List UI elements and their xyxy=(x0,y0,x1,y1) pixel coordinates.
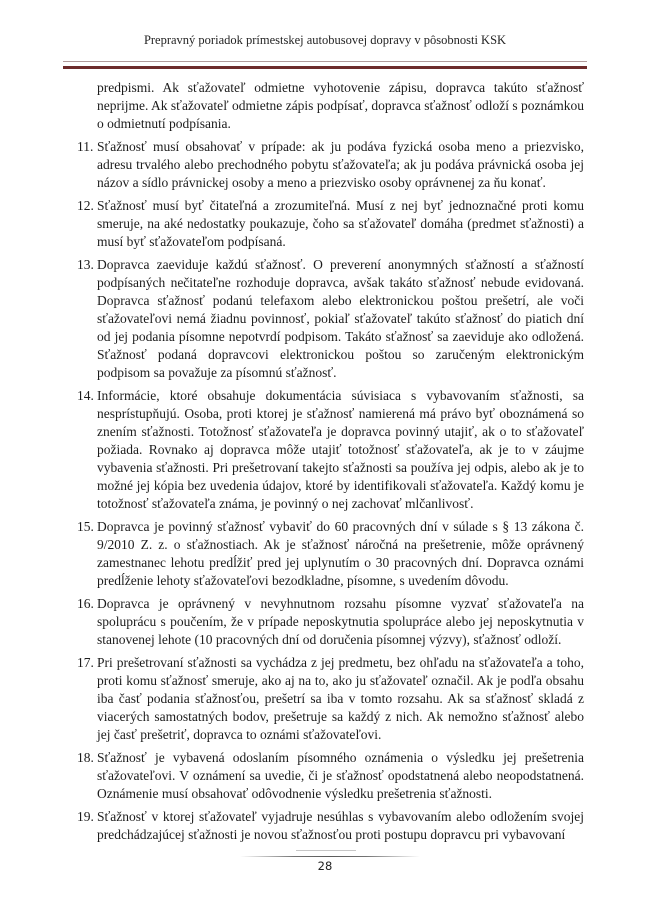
list-item-text: Sťažnosť je vybavená odoslaním písomného oznámenia o výsledku jej prešetrenia sťažovateľovi. V oznámení sa uvedie, či je sťažnosť opodstatnená alebo neopodstatnená. Oznámenie musí obsahovať odôvodnenie výsledku prešetrenia sťažnosti. xyxy=(97,750,584,801)
list-item xyxy=(77,595,584,649)
list-item xyxy=(77,749,584,803)
list-item-text: Pri prešetrovaní sťažnosti sa vychádza z jej predmetu, bez ohľadu na sťažovateľa a toho, proti komu sťažnosť smeruje, ako aj na to, ako ju sťažovateľ označil. Ak je podľa obsahu iba časť podania sťažnosťou, prešetrí sa iba v tomto rozsahu. Ak sa sťažnosť skladá z viacerých samostatných bodov, prešetruje sa každý z nich. Ak nemožno sťažnosť alebo jej časť prešetriť, dopravca to oznámi sťažovateľovi. xyxy=(97,655,584,742)
footer-rule xyxy=(240,856,420,857)
list-item-number: 13. xyxy=(77,257,94,272)
list-item-text: Dopravca je oprávnený v nevyhnutnom rozsahu písomne vyzvať sťažovateľa na spoluprácu s poučením, že v prípade neposkytnutia spolupráce alebo jej neposkytnutia v stanovenej lehote (10 pracovných dní od doručenia písomnej výzvy), sťažnosť odloží. xyxy=(97,596,584,647)
list-item-text: Sťažnosť musí byť čitateľná a zrozumiteľná. Musí z nej byť jednoznačné proti komu smeruje, na aké nedostatky poukazuje, čoho sa sťažovateľ domáha (predmet sťažnosti) a musí byť sťažovateľom podpísaná. xyxy=(97,198,584,249)
list-item-number: 12. xyxy=(77,198,94,213)
footer-rule-faint xyxy=(296,850,356,851)
list-item-text: Sťažnosť v ktorej sťažovateľ vyjadruje nesúhlas s vybavovaním alebo odložením svojej predchádzajúcej sťažnosti je novou sťažnosťou proti postupu dopravcu pri vybavovaní xyxy=(97,809,584,842)
list-item-number: 19. xyxy=(77,809,94,824)
list-item xyxy=(77,138,584,192)
document-body xyxy=(77,79,584,849)
list-item-number: 14. xyxy=(77,388,94,403)
list-item-text: Sťažnosť musí obsahovať v prípade: ak ju podáva fyzická osoba meno a priezvisko, adresu trvalého alebo prechodného pobytu sťažovateľa; ak ju podáva právnická osoba jej názov a sídlo právnickej osoby a meno a priezvisko osoby oprávnenej za ňu konať. xyxy=(97,139,584,190)
list-item xyxy=(77,808,584,844)
list-item-number: 15. xyxy=(77,519,94,534)
numbered-list xyxy=(77,138,584,844)
intro-paragraph: predpismi. Ak sťažovateľ odmietne vyhotovenie zápisu, dopravca takúto sťažnosť neprijme. Ak sťažovateľ odmietne zápis podpísať, dopravca sťažnosť odloží s poznámkou o odmietnutí podpísania. xyxy=(97,80,584,131)
list-item-text: Informácie, ktoré obsahuje dokumentácia súvisiaca s vybavovaním sťažnosti, sa nesprístupňujú. Osoba, proti ktorej je sťažnosť namierená má právo byť oboznámená so znením sťažnosti. Totožnosť sťažovateľa je dopravca povinný utajiť, ak o to sťažovateľ požiada. Rovnako aj dopravca môže utajiť totožnosť sťažovateľa, ak je to v záujme vybavenia sťažnosti. Pri prešetrovaní takejto sťažnosti sa používa jej odpis, alebo ak je to možné jej kópia bez uvedenia údajov, ktoré by identifikovali sťažovateľa. Každý komu je totožnosť sťažovateľa známa, je povinný o nej zachovať mlčanlivosť. xyxy=(97,388,584,511)
list-item-text: Dopravca zaeviduje každú sťažnosť. O preverení anonymných sťažností a sťažností podpísaných nečitateľne rozhoduje dopravca, avšak takáto sťažnosť nebude evidovaná. Dopravca sťažnosť podanú telefaxom alebo elektronickou poštou prešetrí, ale voči sťažovateľovi nemá žiadnu povinnosť, pokiaľ sťažovateľ takúto sťažnosť do piatich dní od jej podania písomne nepotvrdí podpisom. Takáto sťažnosť sa zaeviduje ako odložená. Sťažnosť podaná dopravcovi elektronickou poštou so zaručeným elektronickým podpisom sa považuje za písomnú sťažnosť. xyxy=(97,257,584,380)
list-item xyxy=(77,387,584,513)
list-item-number: 11. xyxy=(77,139,94,154)
list-item-number: 18. xyxy=(77,750,94,765)
header-title: Prepravný poriadok prímestskej autobusovej dopravy v pôsobnosti KSK xyxy=(143,33,507,47)
header-rule xyxy=(63,61,587,69)
list-item-number: 16. xyxy=(77,596,94,611)
list-item-text: Dopravca je povinný sťažnosť vybaviť do 60 pracovných dní v súlade s § 13 zákona č. 9/2010 Z. z. o sťažnostiach. Ak je sťažnosť náročná na prešetrenie, môže oprávnený zamestnanec lehotu predĺžiť pred jej uplynutím o 30 pracovných dní. Dopravca oznámi predĺženie lehoty sťažovateľovi bezodkladne, písomne, s uvedením dôvodu. xyxy=(97,519,584,588)
list-item xyxy=(77,518,584,590)
list-item-number: 17. xyxy=(77,655,94,670)
list-item xyxy=(77,256,584,382)
list-item xyxy=(77,654,584,744)
page-number: 28 xyxy=(317,859,333,873)
list-item xyxy=(77,197,584,251)
